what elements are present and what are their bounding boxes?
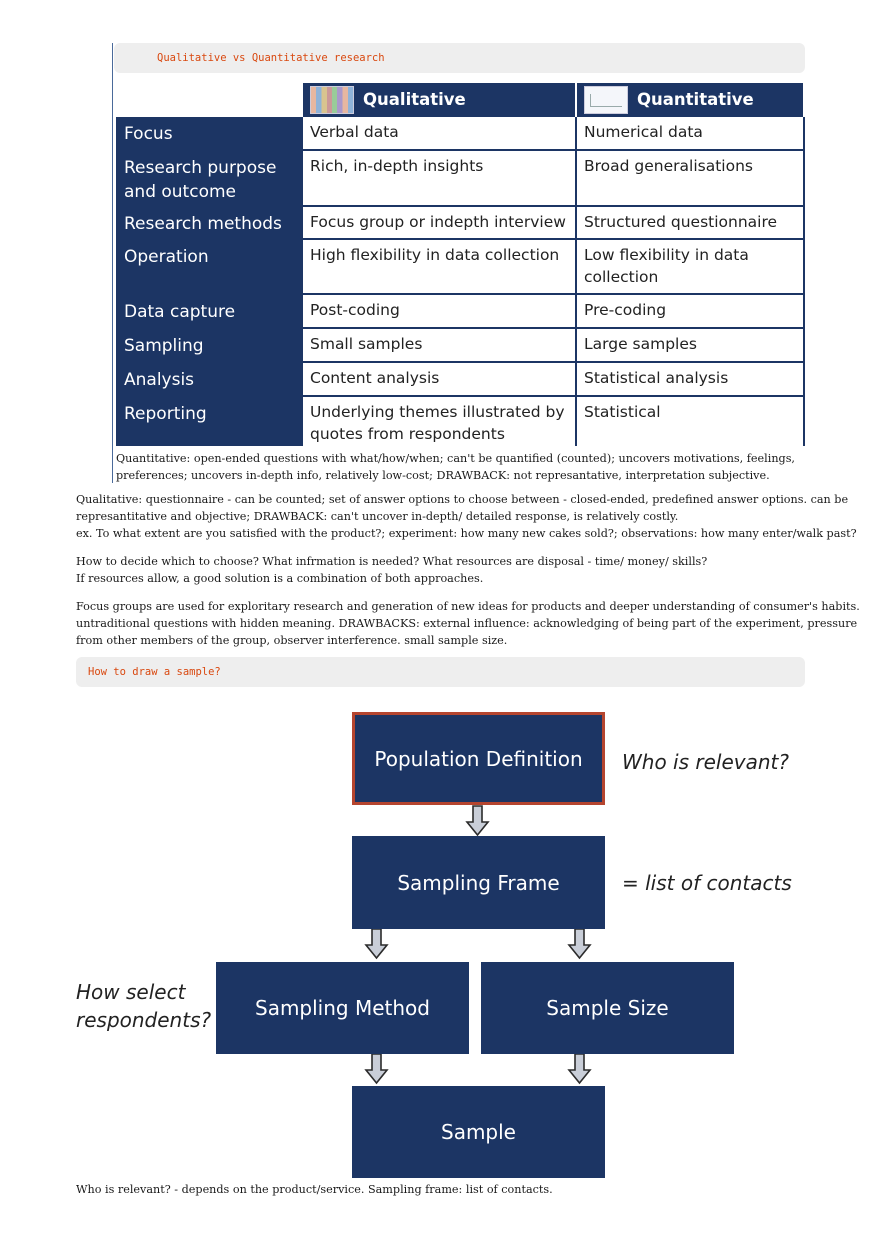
sampling-method-box: Sampling Method (216, 962, 469, 1054)
row-label: Reporting (116, 397, 301, 446)
row-label: Operation (116, 240, 301, 295)
row-label: Focus (116, 117, 301, 151)
footer-paragraph: Who is relevant? - depends on the product/service. Sampling frame: list of contacts. (76, 1183, 553, 1196)
cell-quantitative: Numerical data (575, 117, 805, 151)
code-header-sample: How to draw a sample? (76, 657, 805, 687)
cell-qualitative: Verbal data (301, 117, 575, 151)
population-definition-box: Population Definition (352, 712, 605, 805)
cell-qualitative: Small samples (301, 329, 575, 363)
arrow-down-icon (467, 806, 488, 835)
focus-groups-paragraph: Focus groups are used for exploritary research and generation of new ideas for products and deeper understanding of consumer's habits. untraditional questions with hidden meaning. DRAWBACKS: external influence: acknowledging of being part of the experiment, pressure from other members of the group, observer interference. small sample size. (76, 600, 860, 647)
how-select-note: How select respondents? (76, 980, 212, 1032)
cell-quantitative: Statistical analysis (575, 363, 805, 397)
cell-qualitative: High flexibility in data collection (301, 240, 575, 295)
row-label: Sampling (116, 329, 301, 363)
cell-quantitative: Structured questionnaire (575, 207, 805, 240)
row-label: Research methods (116, 207, 301, 240)
arrow-down-icon (569, 1054, 590, 1083)
decide-paragraph: How to decide which to choose? What infrmation is needed? What resources are disposal - time/ money/ skills? If resources allow, a good solution is a combination of both approaches. (76, 555, 708, 585)
cell-quantitative: Pre-coding (575, 295, 805, 329)
arrow-down-icon (366, 929, 387, 958)
cell-quantitative: Low flexibility in data collection (575, 240, 805, 295)
header-qualitative-label: Qualitative (363, 90, 466, 109)
cell-quantitative: Broad generalisations (575, 151, 805, 207)
code-header-comparison: Qualitative vs Quantitative research (114, 43, 805, 73)
sample-box: Sample (352, 1086, 605, 1178)
row-label: Data capture (116, 295, 301, 329)
quantitative-paragraph: Quantitative: open-ended questions with what/how/when; can't be quantified (counted); uncovers motivations, feelings, preferences; uncovers in-depth info, relatively low-cost; DRAWBACK: not represantative, interpretation subjective. (116, 452, 795, 482)
row-label: Analysis (116, 363, 301, 397)
header-quantitative-label: Quantitative (637, 90, 754, 109)
cell-qualitative: Post-coding (301, 295, 575, 329)
cell-quantitative: Statistical (575, 397, 805, 446)
cell-quantitative: Large samples (575, 329, 805, 363)
cell-qualitative: Focus group or indepth interview (301, 207, 575, 240)
arrow-down-icon (366, 1054, 387, 1083)
cell-qualitative: Underlying themes illustrated by quotes from respondents (301, 397, 575, 446)
cell-qualitative: Content analysis (301, 363, 575, 397)
sample-size-box: Sample Size (481, 962, 734, 1054)
arrow-down-icon (569, 929, 590, 958)
sampling-frame-box: Sampling Frame (352, 836, 605, 929)
qualitative-paragraph: Qualitative: questionnaire - can be counted; set of answer options to choose between - closed-ended, predefined answer options. can be represantitative and objective; DRAWBACK: can't uncover in-depth/ detailed response, is relatively costly. ex. To what extent are you satisfied with the product?; experiment: how many new cakes sold?; observations: how many enter/walk past? (76, 493, 857, 540)
row-label: Research purpose and outcome (116, 151, 301, 207)
list-of-contacts-note: = list of contacts (622, 871, 792, 895)
who-relevant-note: Who is relevant? (622, 750, 789, 774)
cell-qualitative: Rich, in-depth insights (301, 151, 575, 207)
